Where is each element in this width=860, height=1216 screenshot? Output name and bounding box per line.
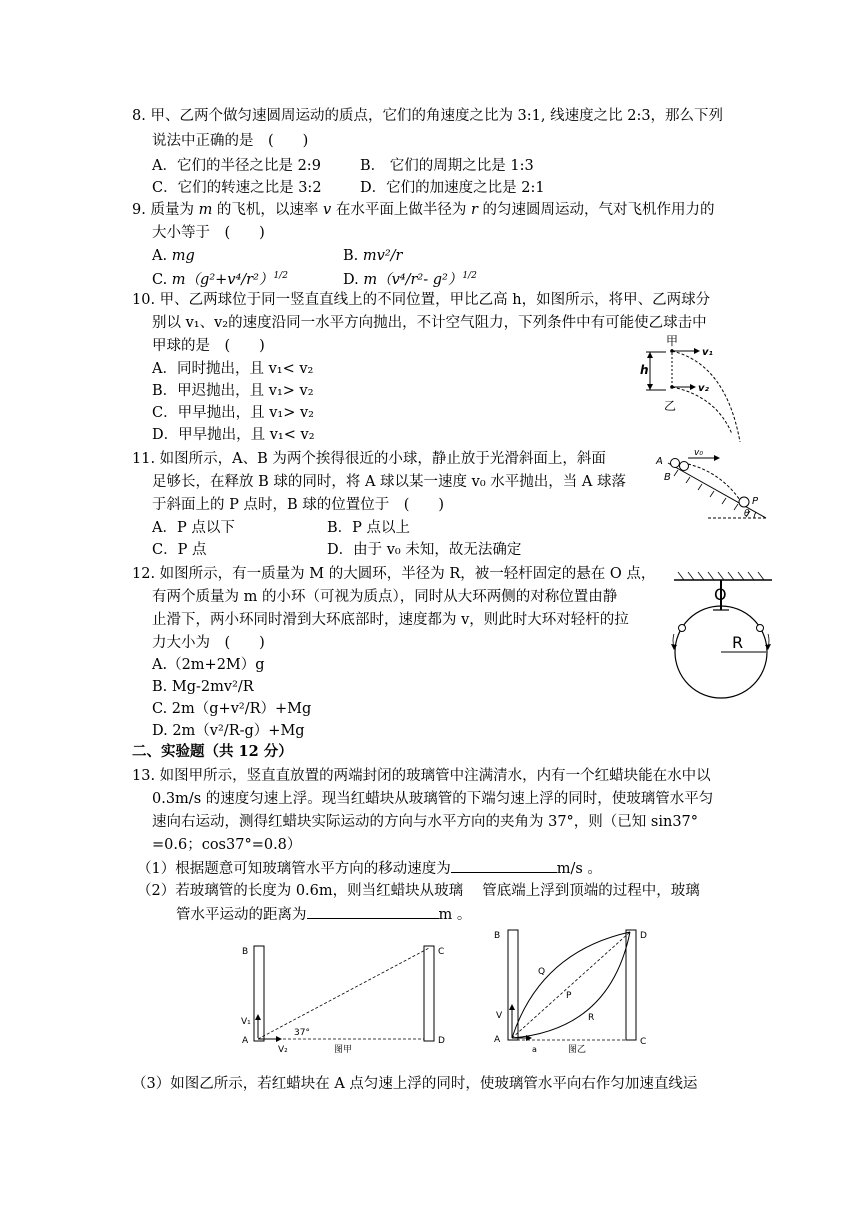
q13-sub2-answer-blank[interactable] — [307, 904, 439, 919]
svg-text:B: B — [494, 931, 501, 941]
q12-stem-line3: 止滑下，两小环同时滑到大环底部时，速度都为 v，则此时大环对轻杆的拉 — [152, 612, 629, 628]
q12-option-b: B. Mg-2mv²/R — [152, 679, 254, 695]
svg-text:图乙: 图乙 — [568, 1045, 587, 1055]
q10-stem-line3: 甲球的是 ( ) — [152, 338, 265, 354]
q10-stem-line2: 别以 v₁、v₂的速度沿同一水平方向抛出，不计空气阻力，下列条件中有可能使乙球击中 — [152, 315, 707, 331]
q10-fig-jia: 甲 — [666, 334, 679, 348]
q8-option-a: A．它们的半径之比是 2:9 — [152, 158, 321, 174]
q8-option-d: D．它们的加速度之比是 2:1 — [360, 180, 545, 196]
q12-stem-line2: 有两个质量为 m 的小环（可视为质点），同时从大环两侧的对称位置由静 — [152, 589, 618, 605]
q11-fig-b: B — [664, 472, 671, 483]
q12-option-a: A.（2m+2M）g — [152, 657, 265, 673]
svg-text:a: a — [532, 1045, 537, 1054]
svg-text:B: B — [242, 947, 249, 957]
q11-option-c: C．P 点 — [152, 542, 207, 558]
q11-fig-theta: θ — [744, 509, 750, 519]
q9-option-a: A. mg — [152, 248, 195, 264]
q10-figure — [636, 334, 756, 449]
q13-sub1: （1）根据题意可知玻璃管水平方向的移动速度为 m/s 。 — [137, 858, 602, 879]
q12-option-c: C. 2m（g+v²/R）+Mg — [152, 701, 312, 717]
q11-stem-line2: 足够长，在释放 B 球的同时，将 A 球以某一速度 v₀ 水平抛出，当 A 球落 — [152, 474, 626, 490]
q9-option-c: C. $m(g^2+v^4/r^2)^{1/2}$ — [152, 271, 288, 288]
svg-text:D: D — [438, 1036, 445, 1046]
q10-option-a: A．同时抛出，且 v₁< v₂ — [152, 361, 314, 377]
q11-option-b: B．P 点以上 — [327, 520, 411, 536]
q10-stem-line1: 10. 甲、乙两球位于同一竖直直线上的不同位置，甲比乙高 h，如图所示，将甲、乙两球分 — [132, 292, 711, 308]
q13-sub1-answer-blank[interactable] — [451, 858, 557, 873]
q13-stem-line2: 0.3m/s 的速度匀速上浮。现当红蜡块从玻璃管的下端匀速上浮的同时，使玻璃管水平匀 — [152, 791, 714, 807]
svg-text:D: D — [640, 931, 647, 941]
q11-option-d: D．由于 v₀ 未知，故无法确定 — [327, 542, 522, 558]
q13-figure-a — [234, 938, 464, 1060]
q10-option-d: D．甲早抛出，且 v₁< v₂ — [152, 427, 315, 443]
svg-text:V₁: V₁ — [241, 1017, 251, 1027]
q13-stem-line4: =0.6；cos37°=0.8） — [152, 837, 302, 853]
q11-figure — [648, 446, 768, 526]
q11-option-a: A．P 点以下 — [152, 520, 235, 536]
q13-sub2-line2: 管水平运动的距离为 m 。 — [176, 904, 471, 925]
svg-text:37°: 37° — [294, 1028, 310, 1038]
q9-stem-line1: 9. 质量为 m 的飞机，以速率 v 在水平面上做半径为 r 的匀速圆周运动，气对飞机作用力的 — [132, 202, 715, 218]
q8-option-c: C．它们的转速之比是 3:2 — [152, 180, 322, 196]
q13-stem-line3: 速向右运动，测得红蜡块实际运动的方向与水平方向的夹角为 37°，则（已知 sin37° — [152, 814, 699, 830]
q12-stem-line1: 12. 如图所示，有一质量为 M 的大圆环，半径为 R，被一轻杆固定的悬在 O 点， — [132, 566, 656, 582]
q10-option-b: B．甲迟抛出，且 v₁> v₂ — [152, 383, 314, 399]
q13-figure-b — [490, 926, 660, 1060]
q13-sub2-line1: （2）若玻璃管的长度为 0.6m，则当红蜡块从玻璃 管底端上浮到顶端的过程中，玻璃 — [137, 883, 700, 899]
svg-text:R: R — [588, 1013, 595, 1023]
svg-text:图甲: 图甲 — [334, 1045, 353, 1055]
q9-stem-line2: 大小等于 ( ) — [152, 225, 265, 241]
svg-text:C: C — [438, 947, 445, 957]
q8-stem-line2: 说法中正确的是 ( ) — [152, 133, 309, 149]
q10-fig-h: h — [640, 363, 649, 377]
svg-text:V₂: V₂ — [278, 1045, 288, 1055]
q8-option-b: B． 它们的周期之比是 1:3 — [360, 158, 534, 174]
svg-text:A: A — [242, 1036, 249, 1046]
q11-fig-v0: v₀ — [694, 448, 703, 458]
q11-fig-a: A — [656, 456, 663, 467]
q10-fig-v2: v₂ — [698, 383, 709, 394]
q10-fig-yi: 乙 — [664, 399, 677, 413]
q9-option-d: D. m（v⁴/r²- g²）$^{1/2}$ — [343, 271, 477, 288]
svg-text:P: P — [566, 991, 572, 1001]
q11-fig-p: P — [752, 496, 759, 507]
svg-text:V: V — [496, 1011, 503, 1021]
q13-sub3: （3）如图乙所示，若红蜡块在 A 点匀速上浮的同时，使玻璃管水平向右作匀加速直线运 — [132, 1076, 698, 1092]
svg-text:Q: Q — [538, 967, 546, 977]
q12-stem-line4: 力大小为 ( ) — [152, 635, 265, 651]
q12-option-d: D. 2m（v²/R-g）+Mg — [152, 723, 305, 739]
q9-option-b: B. mv²/r — [343, 248, 403, 264]
q10-fig-v1: v₁ — [702, 347, 713, 358]
svg-text:C: C — [640, 1037, 647, 1047]
q12-figure — [668, 566, 776, 706]
q8-stem-line1: 8. 甲、乙两个做匀速圆周运动的质点，它们的角速度之比为 3:1, 线速度之比 2:3，那么下列 — [132, 108, 724, 124]
section-experiment-title: 二、实验题（共 12 分） — [132, 743, 293, 760]
q11-stem-line3: 于斜面上的 P 点时，B 球的位置位于 ( ) — [152, 497, 445, 513]
q11-stem-line1: 11. 如图所示，A、B 为两个挨得很近的小球，静止放于光滑斜面上，斜面 — [132, 451, 606, 467]
q13-stem-line1: 13. 如图甲所示，竖直直放置的两端封闭的玻璃管中注满清水，内有一个红蜡块能在水中以 — [132, 768, 711, 784]
q10-option-c: C．甲早抛出，且 v₁> v₂ — [152, 405, 314, 421]
svg-text:A: A — [494, 1035, 501, 1045]
q12-fig-r: R — [732, 633, 744, 652]
q12-fig-o: O — [714, 585, 727, 604]
